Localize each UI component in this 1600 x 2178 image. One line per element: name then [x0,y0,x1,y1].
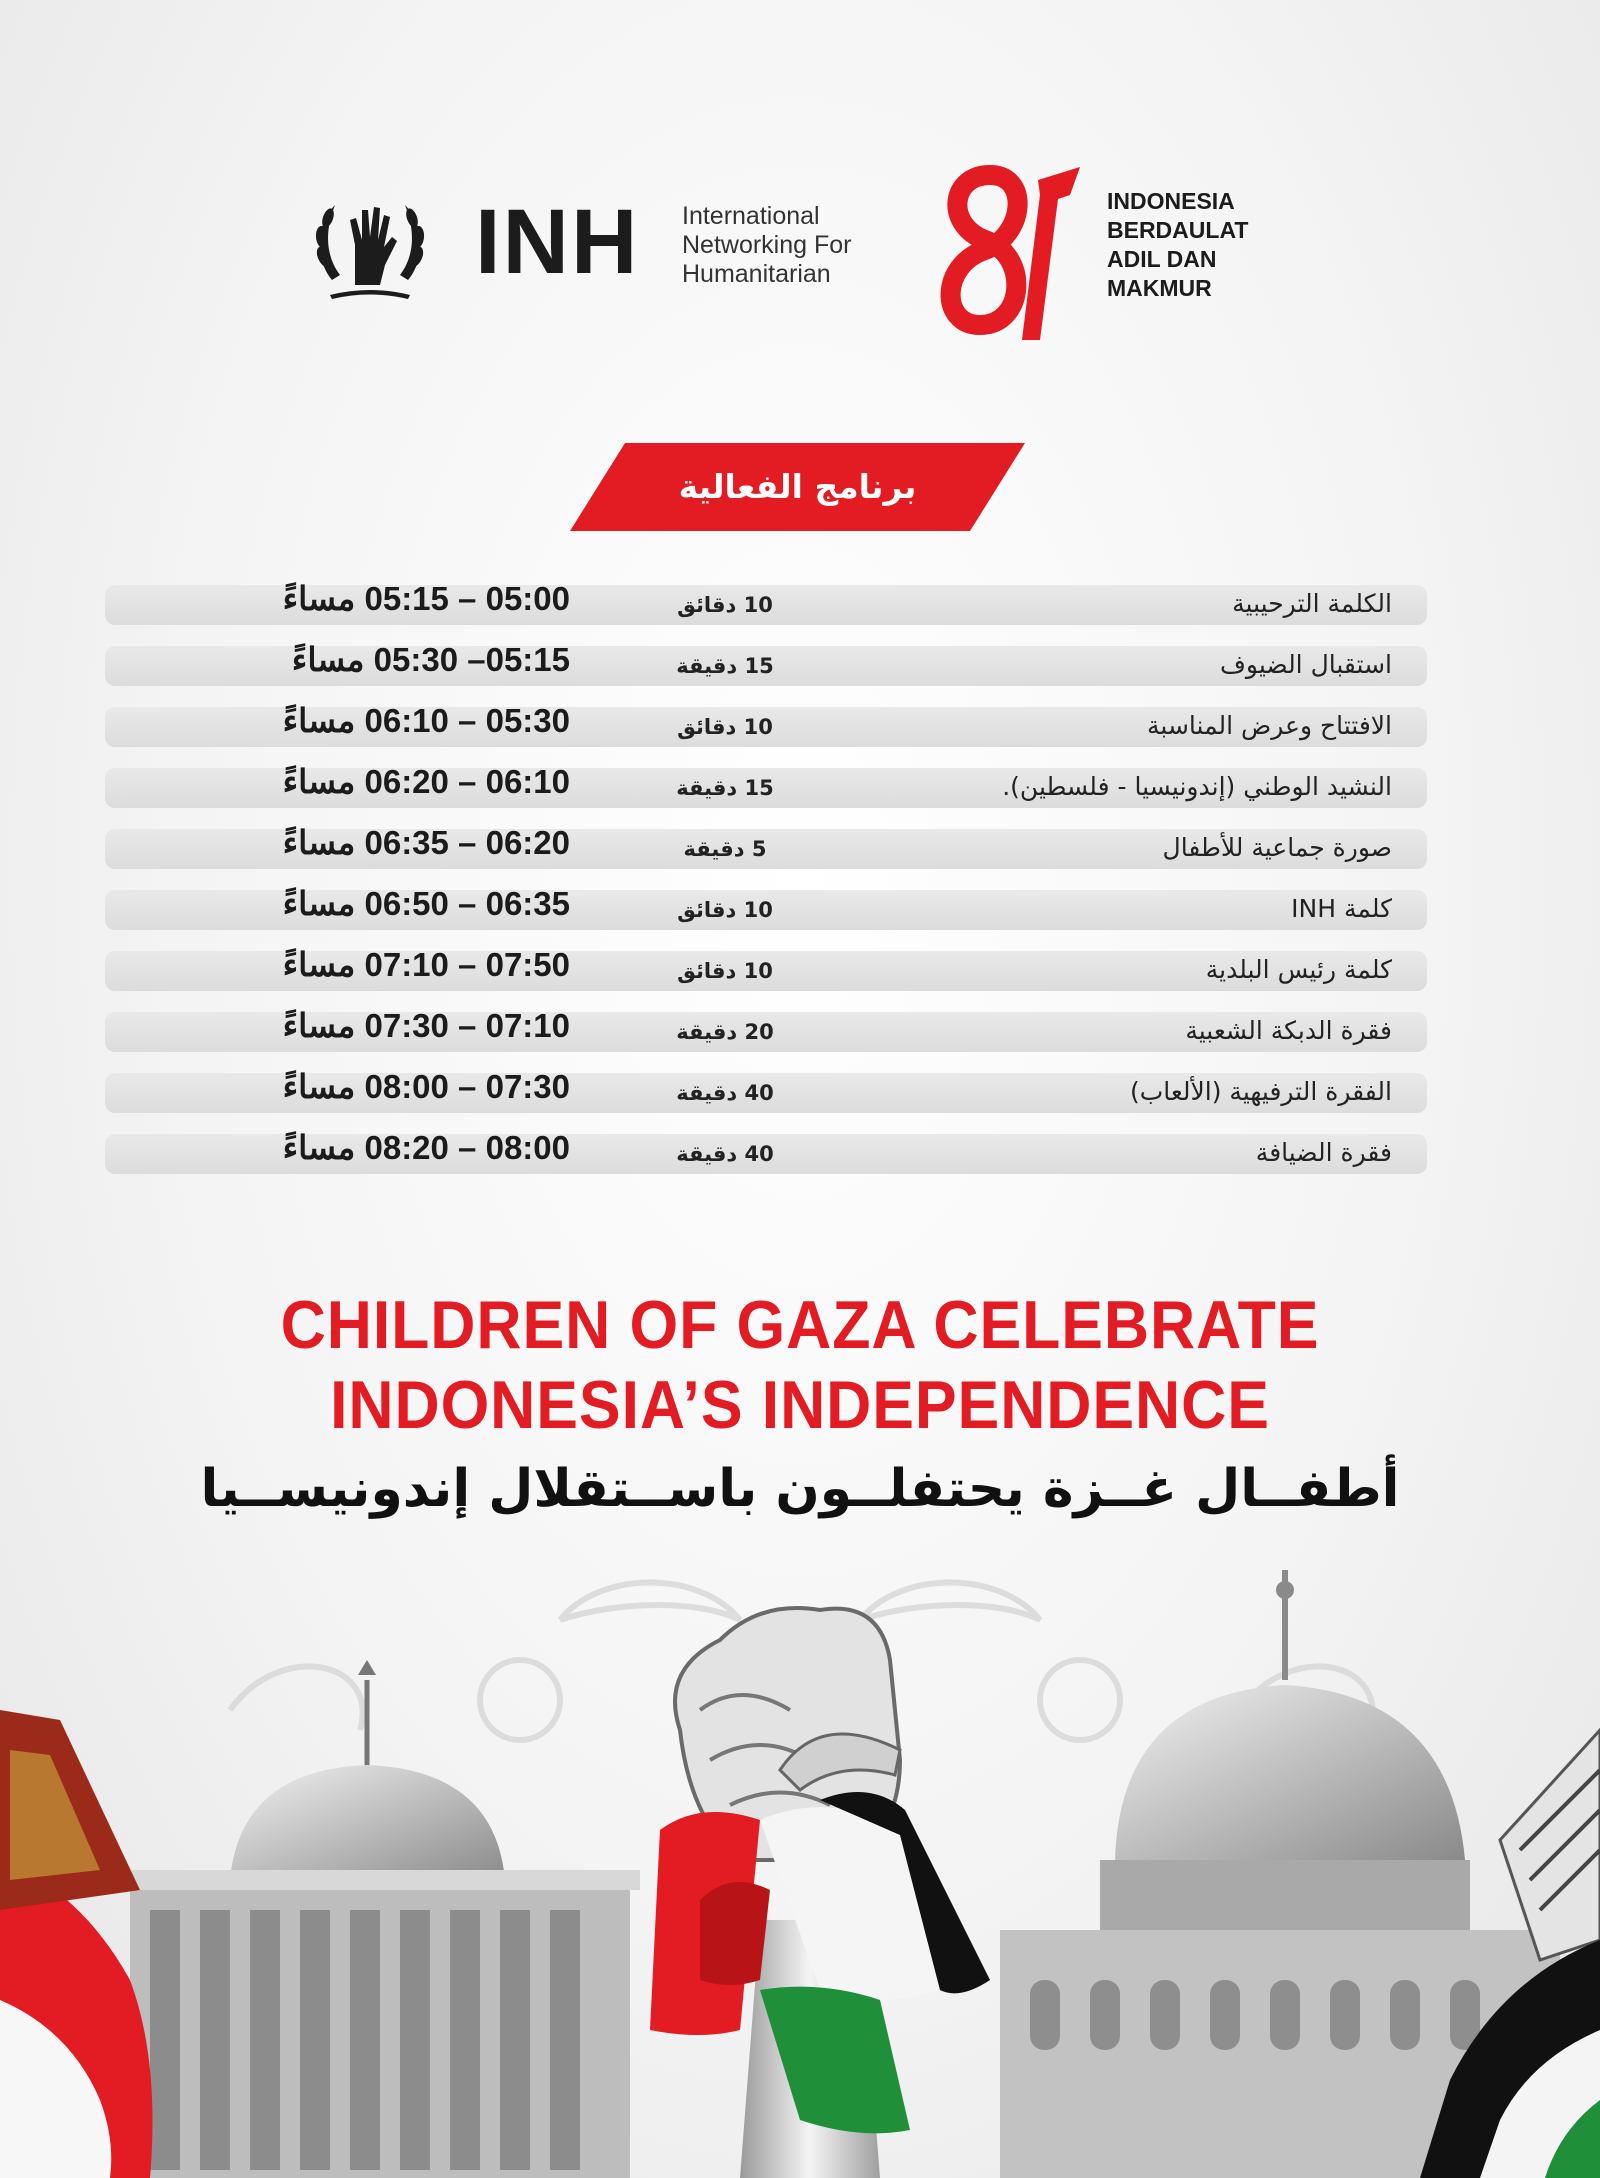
ri-slogan-line: MAKMUR [1107,275,1212,301]
istiqlal-mosque-icon [120,1660,640,2178]
program-title: برنامج الفعالية [678,467,917,506]
schedule-row [105,763,1427,808]
time-cell: 07:30 – 08:00 مساءً [282,1068,570,1105]
duration-cell: 15 دقيقة [676,654,774,678]
duration-cell: 10 دقائق [677,593,773,617]
inh-tagline-line: Networking For [682,231,852,259]
activity-cell: كلمة INH [1291,894,1392,923]
ri-slogan-line: ADIL DAN [1107,246,1217,272]
inh-logo [310,180,880,310]
inh-wordmark: INH [475,191,640,293]
keffiyeh-icon [1500,1730,1600,1960]
activity-cell: صورة جماعية للأطفال [1162,833,1392,862]
schedule-row [105,946,1427,991]
indonesia-flag-icon [0,1860,153,2178]
illustration [0,1560,1600,2178]
time-cell: 06:35 – 06:50 مساءً [282,885,570,922]
headline-english-line1: CHILDREN OF GAZA CELEBRATE [280,1287,1320,1363]
time-cell: 06:20 – 06:35 مساءً [282,824,570,861]
schedule-table [105,580,1427,1195]
duration-cell: 10 دقائق [677,715,773,739]
duration-cell: 5 دقيقة [683,837,767,861]
duration-cell: 40 دقيقة [676,1142,774,1166]
ri-81-logo [930,155,1290,355]
laurel-hands-icon [310,185,430,305]
ri-slogan-line: BERDAULAT [1107,217,1249,243]
headline-english-line2: INDONESIA’S INDEPENDENCE [330,1367,1270,1443]
duration-cell: 40 دقيقة [676,1081,774,1105]
schedule-row [105,641,1427,686]
headline-arabic: أطفــال غــزة يحتفلــون باســتقلال إندونيســيا [200,1459,1400,1519]
ri-slogan-line: INDONESIA [1107,188,1235,214]
time-cell: 05:00 – 05:15 مساءً [282,580,570,617]
duration-cell: 15 دقيقة [676,776,774,800]
schedule-row [105,824,1427,869]
time-cell: 06:10 – 06:20 مساءً [282,763,570,800]
activity-cell: الافتتاح وعرض المناسبة [1147,711,1392,740]
ri-81-slogan [1107,187,1248,303]
time-cell: 07:10 – 07:30 مساءً [282,1007,570,1044]
inh-tagline-line: International [682,202,820,230]
ri-81-mark-icon [930,155,1090,345]
time-cell: 05:30 – 06:10 مساءً [282,702,570,739]
schedule-row [105,1068,1427,1113]
time-cell: 07:50 – 07:10 مساءً [282,946,570,983]
schedule-row [105,1129,1427,1174]
time-cell: 05:15– 05:30 مساءً [291,641,570,678]
activity-cell: الكلمة الترحيبية [1232,589,1392,618]
headline [100,1285,1500,1519]
schedule-row [105,885,1427,930]
schedule-row [105,702,1427,747]
activity-cell: فقرة الدبكة الشعبية [1185,1016,1392,1045]
time-cell: 08:00 – 08:20 مساءً [282,1129,570,1166]
inh-tagline [682,202,852,289]
schedule-row [105,1007,1427,1052]
inh-tagline-line: Humanitarian [682,260,831,288]
activity-cell: كلمة رئيس البلدية [1205,955,1392,984]
activity-cell: فقرة الضيافة [1255,1138,1392,1167]
activity-cell: الفقرة الترفيهية (الألعاب) [1129,1077,1392,1106]
batik-pattern-icon [0,1710,140,1910]
palestine-flag-icon [650,1792,990,2133]
activity-cell: النشيد الوطني (إندونيسيا - فلسطين). [1002,772,1392,801]
activity-cell: استقبال الضيوف [1220,650,1392,679]
duration-cell: 10 دقائق [677,959,773,983]
schedule-row [105,580,1427,625]
duration-cell: 10 دقائق [677,898,773,922]
program-banner [570,443,1025,531]
duration-cell: 20 دقيقة [676,1020,774,1044]
